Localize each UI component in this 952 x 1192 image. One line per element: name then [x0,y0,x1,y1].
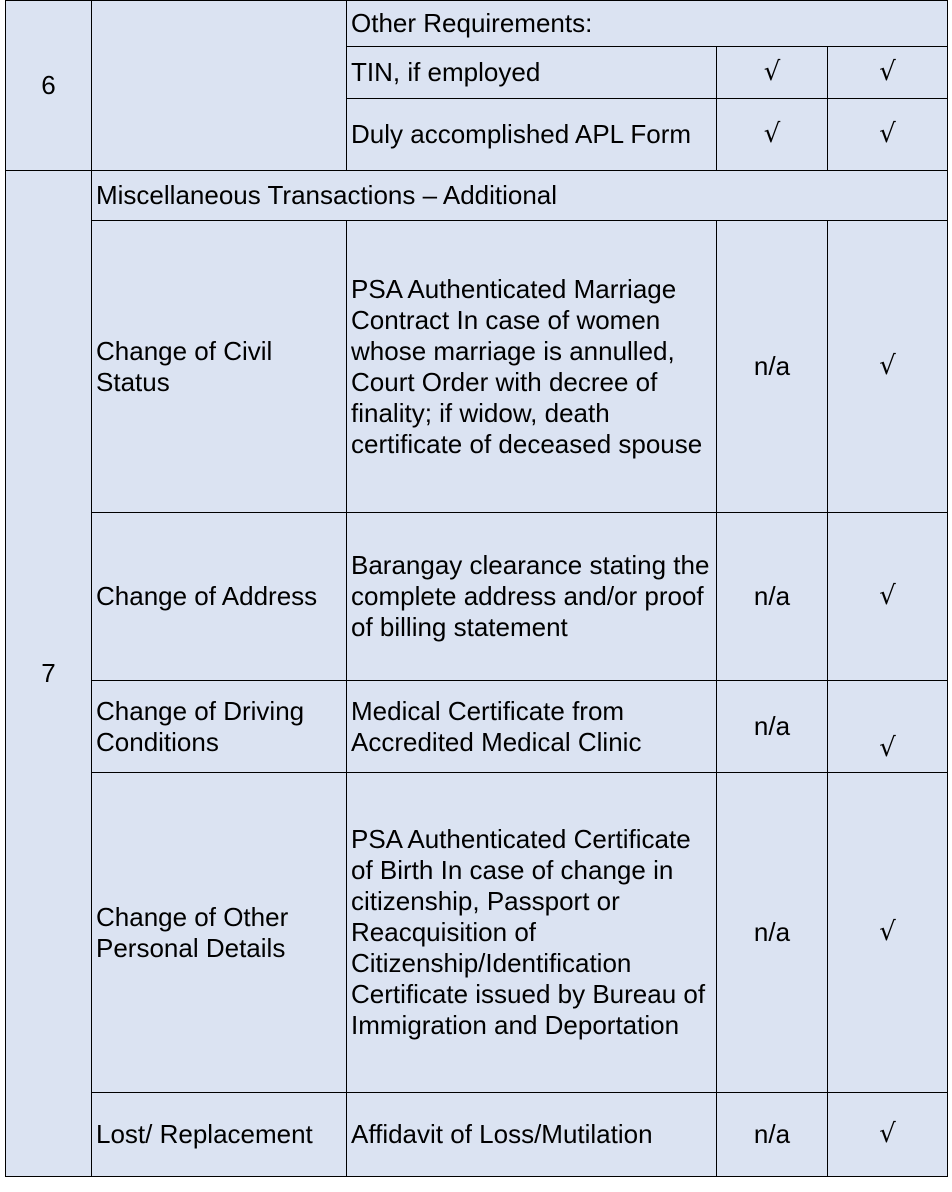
check-address: √ [828,513,948,681]
requirement-address: Barangay clearance stating the complete address and/or proof of billing statement [347,513,717,681]
col1-other-personal-details: n/a [717,773,828,1093]
transaction-address: Change of Address [92,513,347,681]
check-apl-col1: √ [717,99,828,171]
check-lost-replacement: √ [828,1093,948,1177]
check-tin-col2: √ [828,47,948,99]
check-other-personal-details: √ [828,773,948,1093]
transaction-driving-conditions: Change of Driving Conditions [92,681,347,773]
check-tin-col1: √ [717,47,828,99]
requirement-driving-conditions: Medical Certificate from Accredited Medical Clinic [347,681,717,773]
col1-driving-conditions: n/a [717,681,828,773]
other-requirements-heading: Other Requirements: [347,1,948,47]
requirements-table [5,0,948,1177]
col1-lost-replacement: n/a [717,1093,828,1177]
row-6-transaction-empty [92,1,347,171]
row-number-6: 6 [6,1,92,171]
transaction-civil-status: Change of Civil Status [92,221,347,513]
requirement-tin: TIN, if employed [347,47,717,99]
requirement-other-personal-details: PSA Authenticated Certificate of Birth In case of change in citizenship, Passport or Reacquisition of Citizenship/Identification Certificate issued by Bureau of Immigration and Deportation [347,773,717,1093]
check-civil-status: √ [828,221,948,513]
requirement-apl-form: Duly accomplished APL Form [347,99,717,171]
row-number-7: 7 [6,171,92,1177]
misc-transactions-heading: Miscellaneous Transactions – Additional [92,171,948,221]
requirement-civil-status: PSA Authenticated Marriage Contract In case of women whose marriage is annulled, Court Order with decree of finality; if widow, death certificate of deceased spouse [347,221,717,513]
col1-civil-status: n/a [717,221,828,513]
col1-address: n/a [717,513,828,681]
transaction-other-personal-details: Change of Other Personal Details [92,773,347,1093]
check-driving-conditions: √ [828,681,948,773]
transaction-lost-replacement: Lost/ Replacement [92,1093,347,1177]
check-apl-col2: √ [828,99,948,171]
requirement-lost-replacement: Affidavit of Loss/Mutilation [347,1093,717,1177]
